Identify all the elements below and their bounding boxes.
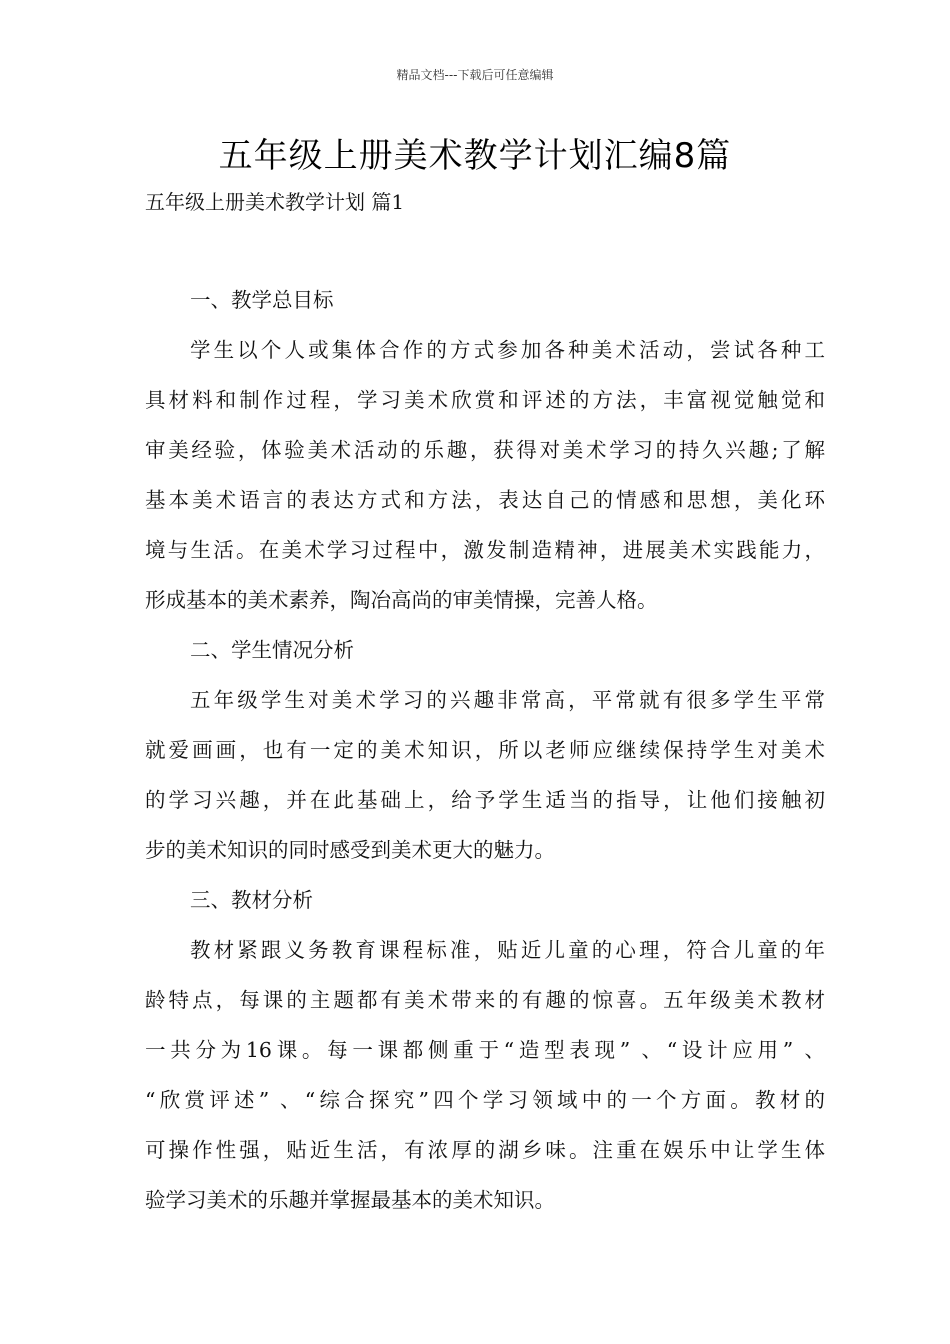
paragraph-line: 基本美术语言的表达方式和方法，表达自己的情感和思想，美化环 [145,488,825,512]
paragraph-line: 五年级学生对美术学习的兴趣非常高，平常就有很多学生平常 [190,688,825,712]
paragraph-line: 教材紧跟义务教育课程标准，贴近儿童的心理，符合儿童的年 [190,938,825,962]
document-title: 五年级上册美术教学计划汇编8篇 [218,136,732,176]
paragraph-line: 形成基本的美术素养，陶冶高尚的审美情操，完善人格。 [145,588,658,612]
section-heading: 二、学生情况分析 [190,638,354,662]
document-subtitle: 五年级上册美术教学计划 篇1 [145,190,405,214]
paragraph-line: 的学习兴趣，并在此基础上，给予学生适当的指导，让他们接触初 [145,788,825,812]
paragraph-line: 境与生活。在美术学习过程中，激发制造精神，进展美术实践能力， [145,538,825,562]
paragraph-line: 具材料和制作过程，学习美术欣赏和评述的方法，丰富视觉触觉和 [145,388,825,412]
paragraph-line: 验学习美术的乐趣并掌握最基本的美术知识。 [145,1188,555,1212]
paragraph-line: 龄特点，每课的主题都有美术带来的有趣的惊喜。五年级美术教材 [145,988,825,1012]
paragraph-line: “欣赏评述” 、“综合探究”四个学习领域中的一个方面。教材的 [145,1088,825,1112]
paragraph-line: 一共分为16课。每一课都侧重于“造型表现” 、“设计应用” 、 [145,1038,825,1062]
paragraph-line: 可操作性强，贴近生活，有浓厚的湖乡味。注重在娱乐中让学生体 [145,1138,825,1162]
paragraph-line: 审美经验，体验美术活动的乐趣，获得对美术学习的持久兴趣;了解 [145,438,825,462]
paragraph-line: 就爱画画，也有一定的美术知识，所以老师应继续保持学生对美术 [145,738,825,762]
section-heading: 三、教材分析 [190,888,313,912]
paragraph-line: 步的美术知识的同时感受到美术更大的魅力。 [145,838,555,862]
paragraph-line: 学生以个人或集体合作的方式参加各种美术活动，尝试各种工 [190,338,825,362]
section-heading: 一、教学总目标 [190,288,334,312]
header-note: 精品文档---下载后可任意编辑 [396,68,554,82]
